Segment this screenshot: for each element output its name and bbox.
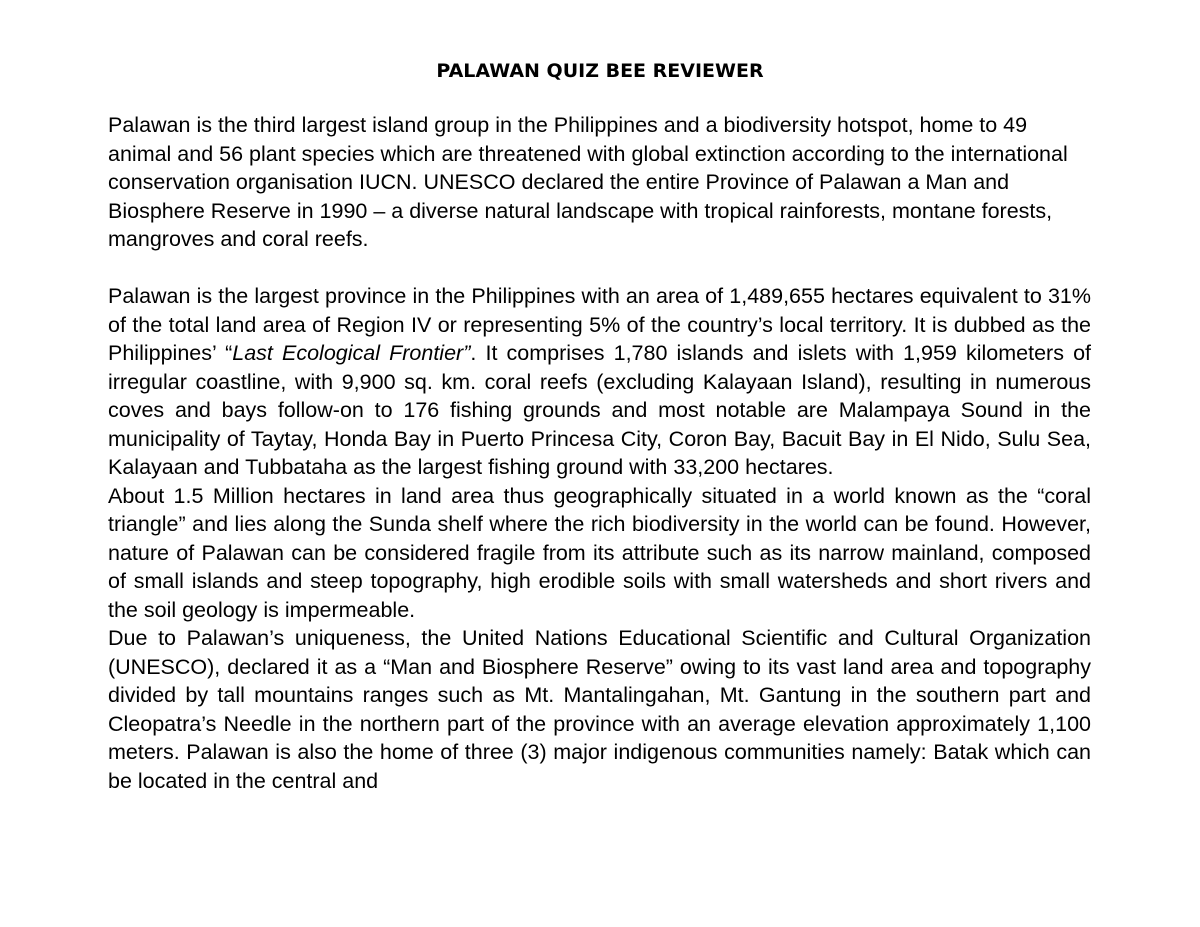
paragraph-spacer xyxy=(108,254,1091,283)
paragraph-unesco-reserve: Due to Palawan’s uniqueness, the United Nations Educational Scientific and Cultural Organization (UNESCO), declared it as a “Man and Biosphere Reserve” owing to its vast land area and topography divided by tall mountains ranges such as Mt. Mantalingahan, Mt. Gantung in the southern part and Cleopatra’s Needle in the northern part of the province with an average elevation approximately 1,100 meters. Palawan is also the home of three (3) major indigenous communities namely: Batak which can be located in the central and xyxy=(108,626,1091,793)
document-body xyxy=(108,111,1091,795)
paragraph-intro: Palawan is the third largest island group in the Philippines and a biodiversity hotspot, home to 49 animal and 56 plant species which are threatened with global extinction according to the international conservation organisation IUCN. UNESCO declared the entire Province of Palawan a Man and Biosphere Reserve in 1990 – a diverse natural landscape with tropical rainforests, montane forests, mangroves and coral reefs. xyxy=(108,113,1068,251)
document-title: PALAWAN QUIZ BEE REVIEWER xyxy=(436,60,764,82)
paragraph-largest-province-text-b: . It comprises 1,780 islands and islets with 1,959 kilometers of irregular coastline, with 9,900 sq. km. coral reefs (excluding Kalayaan Island), resulting in numerous coves and bays follow-on to 176 fishing grounds and most notable are Malampaya Sound in the municipality of Taytay, Honda Bay in Puerto Princesa City, Coron Bay, Bacuit Bay in El Nido, Sulu Sea, Kalayaan and Tubbataha as the largest fishing ground with 33,200 hectares. xyxy=(108,341,1091,479)
paragraph-largest-province-text-a: Palawan is the largest province in the Philippines with an area of 1,489,655 hectares equivalent to 31% of the total land area of Region IV or representing 5% of the country’s local territory. It is dubbed as the Philippines’ “ xyxy=(108,284,1091,365)
last-ecological-frontier-phrase: Last Ecological Frontier” xyxy=(232,341,471,365)
paragraph-largest-province xyxy=(108,282,1091,482)
paragraph-coral-triangle: About 1.5 Million hectares in land area thus geographically situated in a world known as the “coral triangle” and lies along the Sunda shelf where the rich biodiversity in the world can be found. However, nature of Palawan can be considered fragile from its attribute such as its narrow mainland, composed of small islands and steep topography, high erodible soils with small watersheds and short rivers and the soil geology is impermeable. xyxy=(108,483,1091,622)
